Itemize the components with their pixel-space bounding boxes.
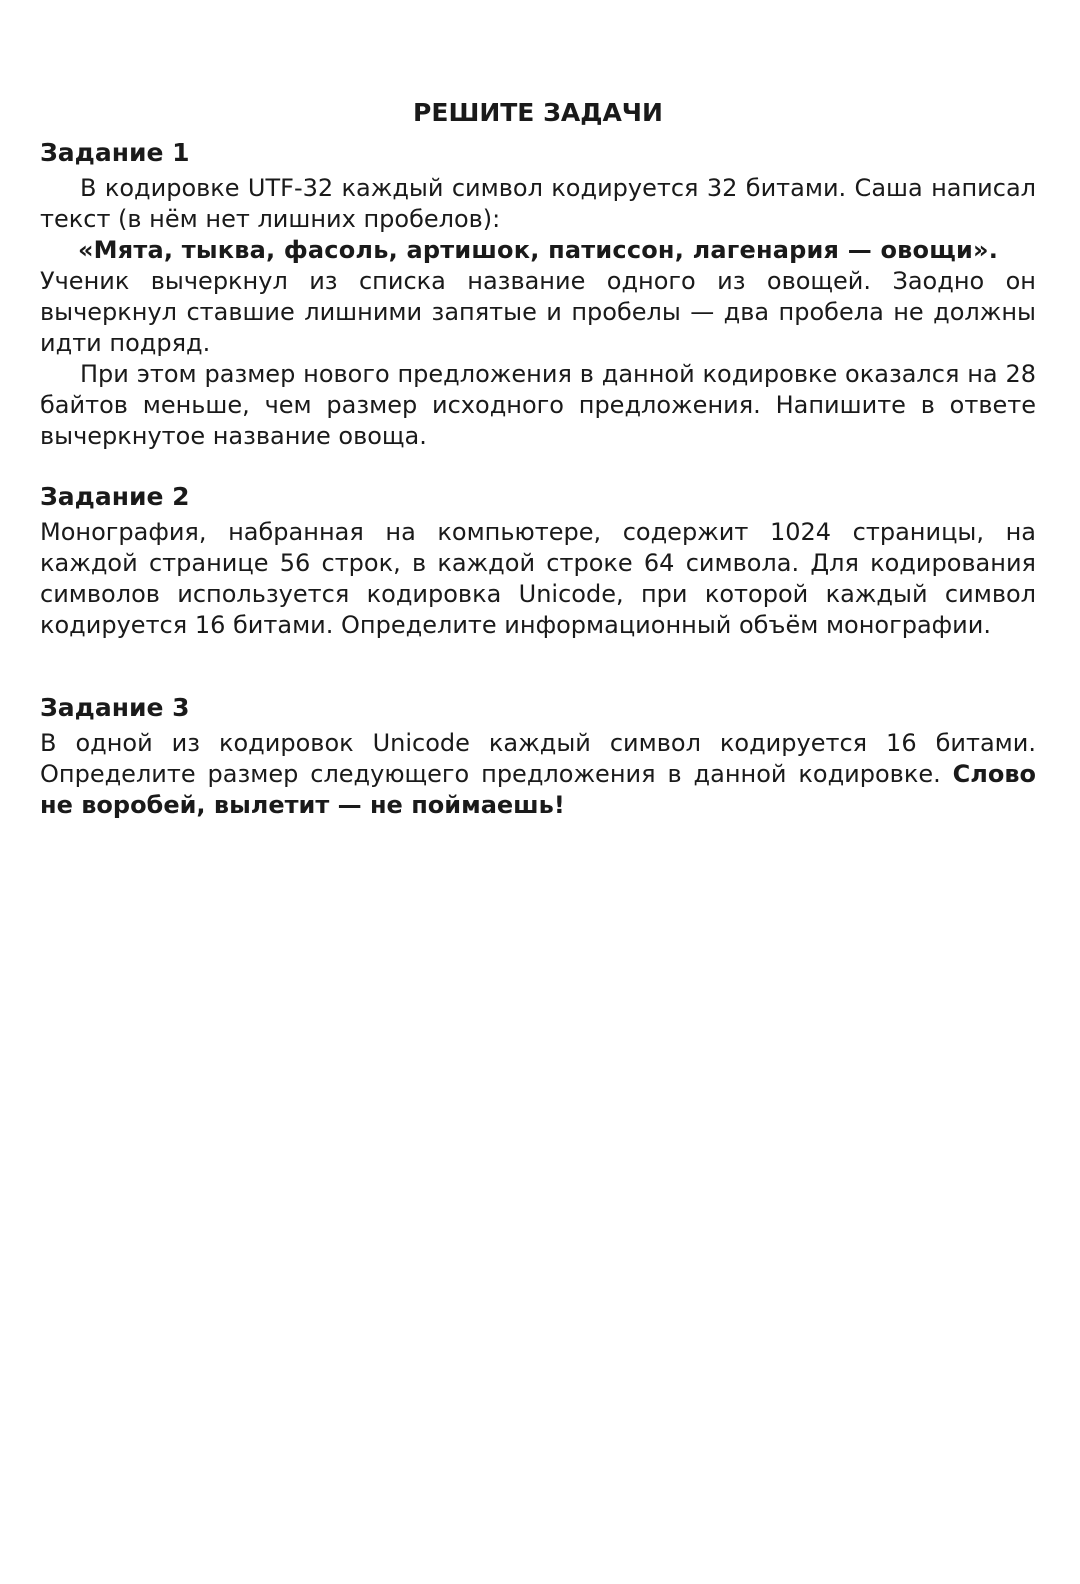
task-1	[40, 136, 1036, 452]
spacer	[40, 452, 1036, 480]
task-1-paragraph-1: В кодировке UTF-32 каждый символ кодируется 32 битами. Саша написал текст (в нём нет лишних пробелов):	[40, 174, 1036, 233]
task-1-quote: «Мята, тыква, фасоль, артишок, патиссон, лагенария — овощи».	[77, 236, 999, 264]
task-2-heading: Задание 2	[40, 482, 190, 511]
page-title: РЕШИТЕ ЗАДАЧИ	[413, 98, 663, 127]
task-3-bold-sentence: Слово не воробей, вылетит — не поймаешь!	[40, 760, 1036, 819]
task-1-paragraph-2: Ученик вычеркнул из списка название одного из овощей. Заодно он вычеркнул ставшие лишними запятые и пробелы — два пробела не должны идти подряд.	[40, 267, 1036, 357]
task-3-heading: Задание 3	[40, 693, 190, 722]
task-3	[40, 691, 1036, 821]
task-3-text: В одной из кодировок Unicode каждый символ кодируется 16 битами. Определите размер следующего предложения в данной кодировке.	[40, 729, 1036, 788]
document-page	[40, 96, 1036, 821]
task-1-paragraph-3: При этом размер нового предложения в данной кодировке оказался на 28 байтов меньше, чем размер исходного предложения. Напишите в ответе вычеркнутое название овоща.	[40, 360, 1036, 450]
task-2	[40, 480, 1036, 641]
task-1-heading: Задание 1	[40, 138, 190, 167]
spacer	[40, 641, 1036, 691]
task-2-paragraph: Монография, набранная на компьютере, содержит 1024 страницы, на каждой странице 56 строк, в каждой строке 64 символа. Для кодирования символов используется кодировка Unicode, при которой каждый символ кодируется 16 битами. Определите информационный объём монографии.	[40, 518, 1036, 639]
task-3-paragraph	[40, 728, 1036, 821]
